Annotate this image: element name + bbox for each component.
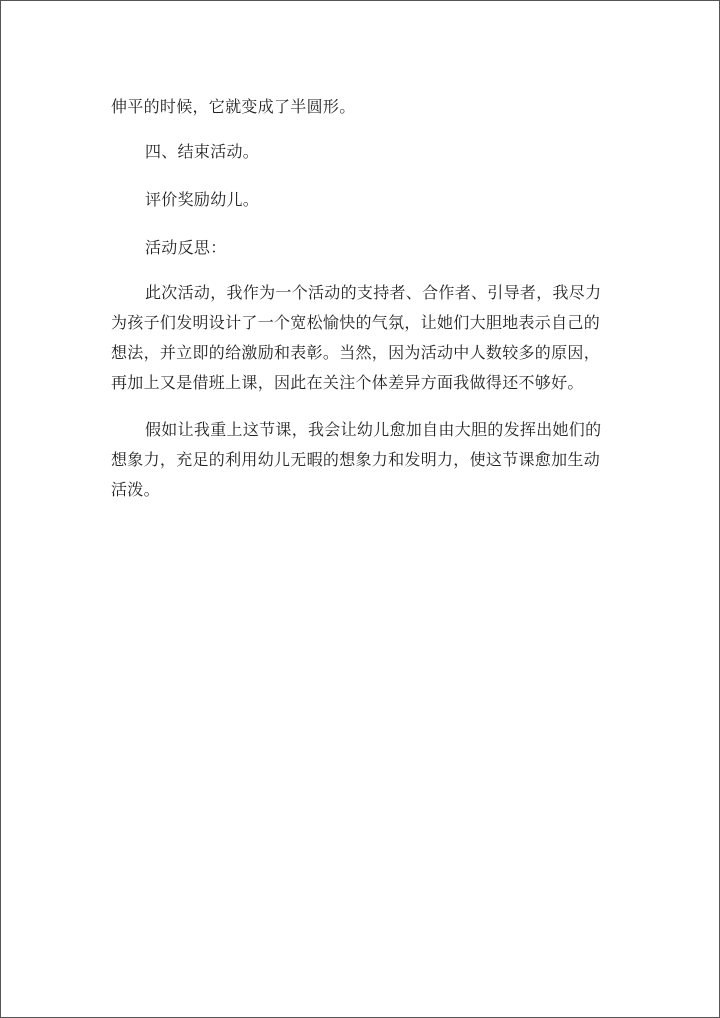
section-heading-reflection xyxy=(111,235,616,261)
paragraph-reflection xyxy=(111,278,616,398)
text-line: 再加上又是借班上课，因此在关注个体差异方面我做得还不够好。 xyxy=(111,373,584,392)
document-body xyxy=(111,94,616,505)
text-line: 此次活动，我作为一个活动的支持者、合作者、引导者，我尽力 xyxy=(145,283,602,302)
text-line: 想象力，充足的利用幼儿无暇的想象力和发明力，使这节课愈加生动 xyxy=(111,450,601,469)
paragraph-reward xyxy=(111,187,616,213)
text-line: 活泼。 xyxy=(111,480,160,499)
text-line: 伸平的时候，它就变成了半圆形。 xyxy=(111,97,356,116)
paragraph-improvement xyxy=(111,415,616,505)
text-line: 想法，并立即的给激励和表彰。当然，因为活动中人数较多的原因， xyxy=(111,343,601,362)
text-line: 四、结束活动。 xyxy=(145,142,260,161)
text-line: 假如让我重上这节课，我会让幼儿愈加自由大胆的发挥出她们的 xyxy=(145,420,602,439)
text-line: 评价奖励幼儿。 xyxy=(145,190,260,209)
text-line: 活动反思： xyxy=(145,238,227,257)
section-heading-end-activity xyxy=(111,139,616,165)
paragraph-continuation xyxy=(111,94,616,120)
text-line: 为孩子们发明设计了一个宽松愉快的气氛，让她们大胆地表示自己的 xyxy=(111,313,601,332)
